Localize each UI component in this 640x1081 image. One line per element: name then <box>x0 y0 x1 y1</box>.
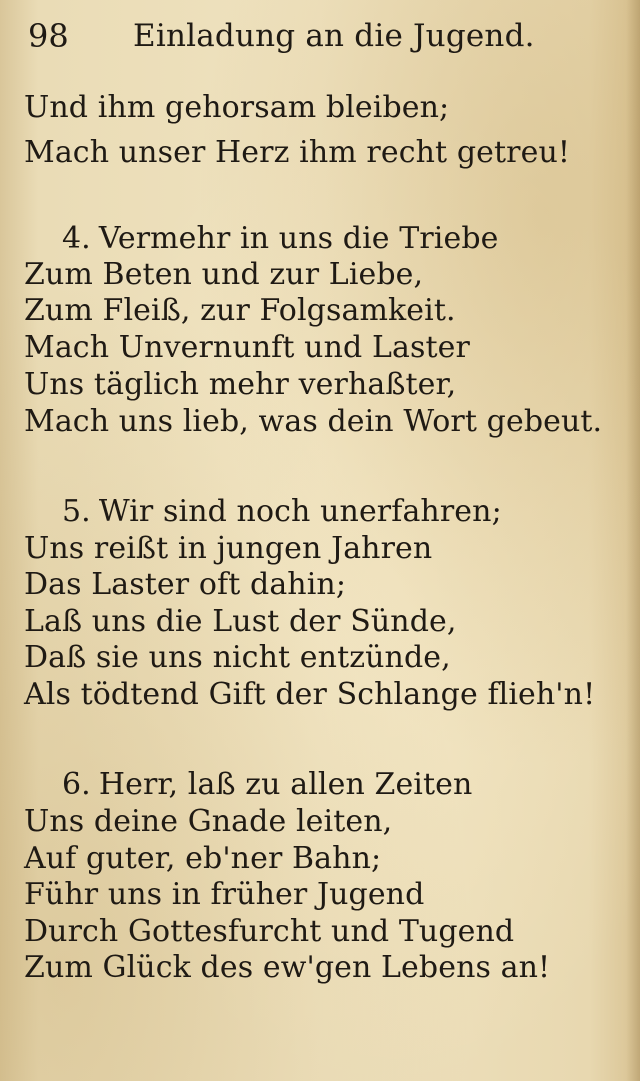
verse-line: Das Laster oft dahin; <box>24 567 347 602</box>
stanza-first-line <box>62 494 502 530</box>
stanza-number: 4. <box>62 221 91 256</box>
stanza-number: 5. <box>62 494 91 529</box>
verse-text: Wir sind noch unerfahren; <box>98 494 502 529</box>
verse-text: Vermehr in uns die Triebe <box>98 221 499 256</box>
verse-line: Mach unser Herz ihm recht getreu! <box>24 135 571 170</box>
verse-line: Als tödtend Gift der Schlange flieh'n! <box>24 677 596 712</box>
verse-line: Und ihm gehorsam bleiben; <box>24 90 450 125</box>
verse-text: Herr, laß zu allen Zeiten <box>98 767 473 802</box>
page-header <box>28 14 588 58</box>
verse-line: Daß sie uns nicht entzünde, <box>24 640 451 675</box>
verse-line: Auf guter, eb'ner Bahn; <box>24 841 382 876</box>
stanza-number: 6. <box>62 767 91 802</box>
verse-line: Laß uns die Lust der Sünde, <box>24 604 457 639</box>
running-title: Einladung an die Jugend. <box>133 18 535 54</box>
verse-line: Mach uns lieb, was dein Wort gebeut. <box>24 404 603 439</box>
stanza-first-line <box>62 767 472 803</box>
verse-line: Führ uns in früher Jugend <box>24 877 425 912</box>
stanza-first-line <box>62 221 499 257</box>
verse-line: Zum Glück des ew'gen Lebens an! <box>24 950 551 985</box>
verse-line: Uns reißt in jungen Jahren <box>24 531 433 566</box>
verse-line: Uns deine Gnade leiten, <box>24 804 393 839</box>
verse-line: Durch Gottesfurcht und Tugend <box>24 914 515 949</box>
verse-line: Zum Fleiß, zur Folgsamkeit. <box>24 293 456 328</box>
verse-line: Mach Unvernunft und Laster <box>24 330 470 365</box>
page-number: 98 <box>28 17 69 55</box>
verse-line: Zum Beten und zur Liebe, <box>24 257 424 292</box>
verse-line: Uns täglich mehr verhaßter, <box>24 367 457 402</box>
page-edge-shadow <box>626 0 640 1081</box>
